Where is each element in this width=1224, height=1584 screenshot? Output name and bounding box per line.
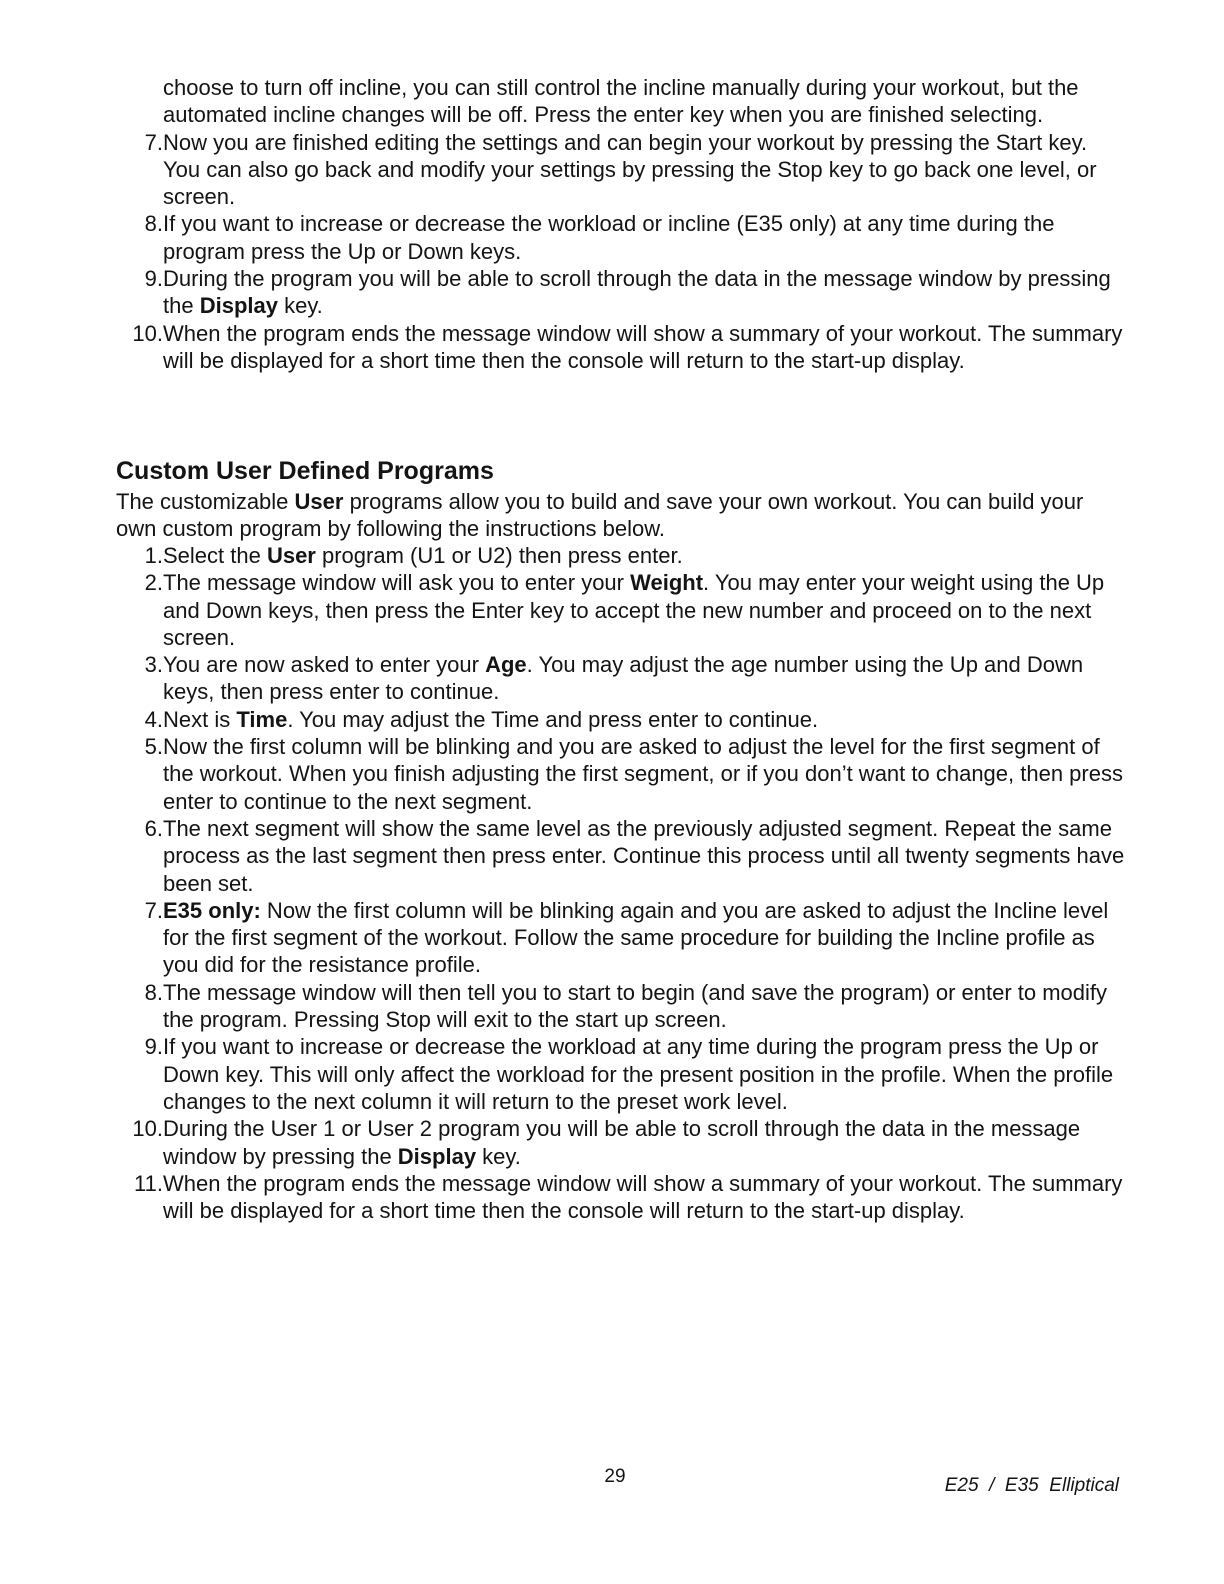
- item-text: You are now asked to enter your Age. You may adjust the age number using the Up and Down keys, then press enter to continue.: [163, 652, 1084, 705]
- item-text: Select the User program (U1 or U2) then press enter.: [163, 543, 683, 568]
- top-instruction-list: [116, 74, 1126, 374]
- section-intro: The customizable User programs allow you to build and save your own workout. You can build your own custom program by following the instructions below.: [116, 489, 1084, 542]
- item-number: 11.: [134, 1170, 163, 1196]
- list-item: [116, 706, 1126, 733]
- list-item: [116, 651, 1126, 706]
- list-item: [116, 815, 1126, 897]
- footer-product-title: E25 / E35 Elliptical: [944, 1475, 1119, 1496]
- continuation-text: choose to turn off incline, you can still control the incline manually during your workout, but the automated incline changes will be off. Press the enter key when you are finished selecting.: [163, 75, 1079, 128]
- item-text: The next segment will show the same level as the previously adjusted segment. Repeat the same process as the last segment then press enter. Continue this process until all twenty segments have been set.: [163, 815, 1125, 896]
- item-number: 10.: [132, 1116, 163, 1142]
- key-name-display: Display: [199, 293, 278, 319]
- item-number: 10.: [132, 320, 163, 346]
- item-number: 8.: [144, 211, 163, 237]
- item-number: 7.: [144, 129, 163, 155]
- list-item: [116, 569, 1126, 651]
- list-item-continuation: [116, 74, 1126, 129]
- custom-program-steps: [116, 542, 1126, 1224]
- list-item: [116, 897, 1126, 979]
- list-item: [116, 979, 1126, 1034]
- item-number: 9.: [144, 266, 163, 292]
- item-text: The message window will ask you to enter your Weight. You may enter your weight using the Up and Down keys, then press the Enter key to accept the new number and proceed on to the next screen.: [163, 570, 1105, 650]
- list-item: [116, 1115, 1126, 1170]
- item-number: 8.: [144, 979, 163, 1005]
- item-text: Now the first column will be blinking and you are asked to adjust the level for the first segment of the workout. When you finish adjusting the first segment, or if you don’t want to change, then press enter to continue to the next segment.: [163, 734, 1123, 814]
- item-number: 6.: [144, 815, 163, 841]
- item-number: 5.: [144, 734, 163, 760]
- item-number: 1.: [144, 543, 163, 568]
- list-item: [116, 320, 1126, 375]
- item-number: 2.: [144, 570, 163, 596]
- intro-bold-user: User: [294, 489, 344, 514]
- item-text: Next is Time. You may adjust the Time and press enter to continue.: [163, 706, 819, 732]
- page-number: 29: [604, 1466, 626, 1487]
- item-number: 4.: [144, 706, 163, 732]
- item-text: The message window will then tell you to start to begin (and save the program) or enter to modify the program. Pressing Stop will exit to the start up screen.: [163, 979, 1108, 1033]
- item-text: During the program you will be able to scroll through the data in the message window by pressing the Display key.: [163, 266, 1111, 319]
- item-number: 7.: [144, 897, 163, 923]
- item-number: 9.: [144, 1034, 163, 1060]
- section-heading: Custom User Defined Programs: [116, 457, 494, 485]
- list-item: [116, 210, 1126, 265]
- list-item: [116, 1170, 1126, 1225]
- item-text: If you want to increase or decrease the workload at any time during the program press the Up or Down key. This will only affect the workload for the present position in the profile. When the profile changes to the next column it will return to the preset work level.: [163, 1034, 1114, 1114]
- list-item: [116, 733, 1126, 815]
- list-item: [116, 1033, 1126, 1115]
- list-item: [116, 542, 1126, 569]
- item-text: Now you are finished editing the settings and can begin your workout by pressing the Start key. You can also go back and modify your settings by pressing the Stop key to go back one level, or screen.: [163, 129, 1097, 210]
- item-text: During the User 1 or User 2 program you will be able to scroll through the data in the message window by pressing the Display key.: [163, 1116, 1081, 1169]
- item-text: If you want to increase or decrease the workload or incline (E35 only) at any time during the program press the Up or Down keys.: [163, 211, 1055, 264]
- list-item: [116, 265, 1126, 320]
- item-text: E35 only: Now the first column will be blinking again and you are asked to adjust the Incline level for the first segment of the workout. Follow the same procedure for building the Incline profile as you did for the resistance profile.: [163, 897, 1109, 978]
- item-number: 3.: [144, 652, 163, 678]
- item-text: When the program ends the message window will show a summary of your workout. The summary will be displayed for a short time then the console will return to the start-up display.: [163, 320, 1123, 373]
- list-item: [116, 129, 1126, 211]
- item-text: When the program ends the message window will show a summary of your workout. The summary will be displayed for a short time then the console will return to the start-up display.: [163, 1170, 1123, 1224]
